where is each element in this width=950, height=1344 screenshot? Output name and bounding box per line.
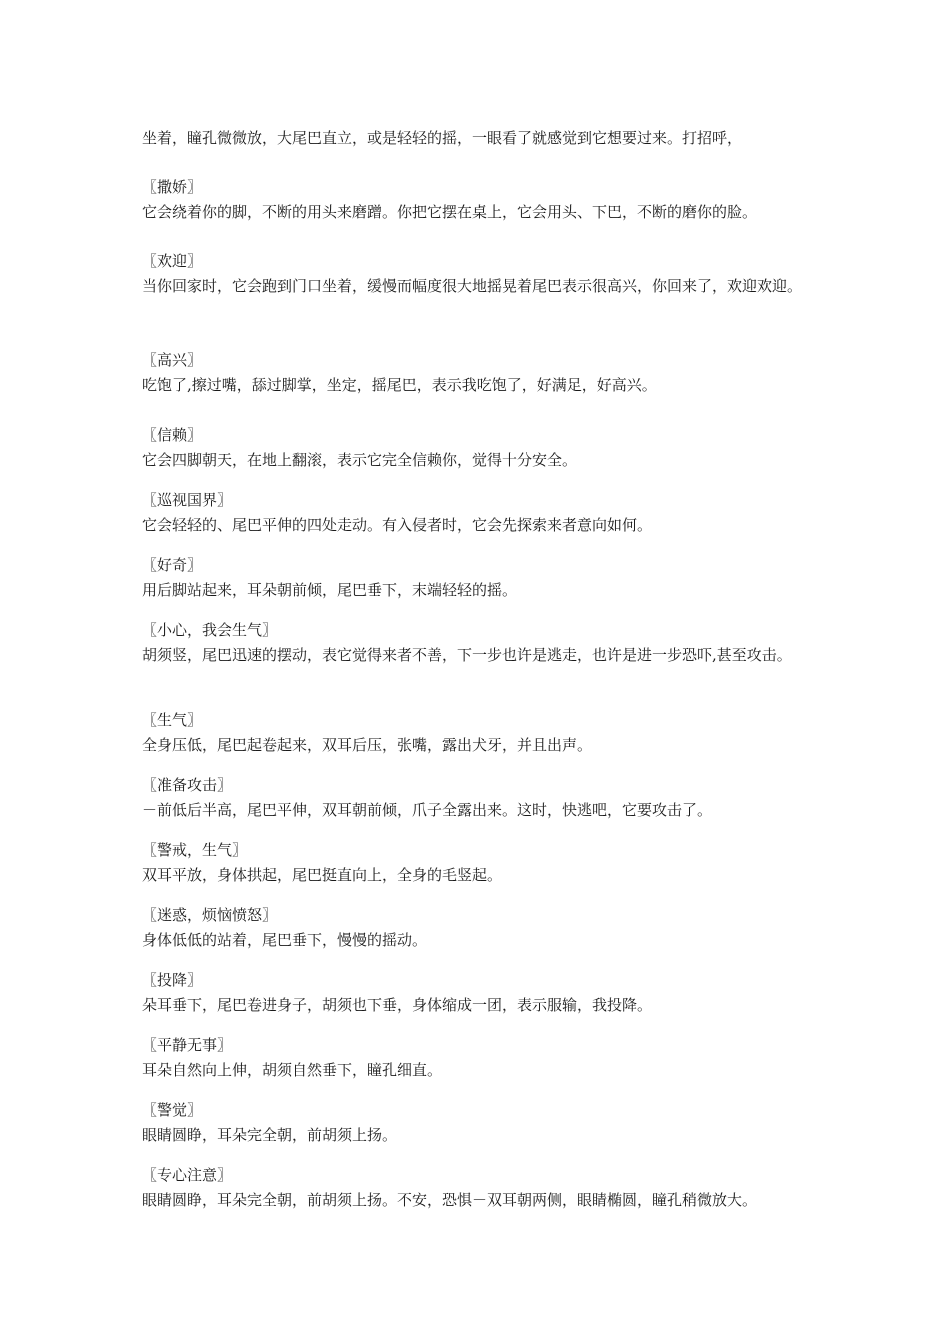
section-heading: 〖高兴〗 [142, 351, 203, 369]
section-body: 耳朵自然向上伸，胡须自然垂下，瞳孔细直。 [142, 1061, 443, 1079]
section-heading: 〖撒娇〗 [142, 178, 203, 196]
section-body: 当你回家时，它会跑到门口坐着，缓慢而幅度很大地摇晃着尾巴表示很高兴，你回来了，欢迎欢迎。 [142, 277, 803, 295]
section-heading: 〖巡视国界〗 [142, 491, 233, 509]
section-body: 它会四脚朝天，在地上翻滚，表示它完全信赖你，觉得十分安全。 [142, 451, 578, 469]
section-body: 眼睛圆睁，耳朵完全朝，前胡须上扬。 [142, 1126, 398, 1144]
section-body: 用后脚站起来，耳朵朝前倾，尾巴垂下，末端轻轻的摇。 [142, 581, 518, 599]
section-body: 它会绕着你的脚，不断的用头来磨蹭。你把它摆在桌上，它会用头、下巴，不断的磨你的脸。 [142, 203, 758, 221]
section-body: 胡须竖，尾巴迅速的摆动，表它觉得来者不善，下一步也许是逃走，也许是进一步恐吓,甚至攻击。 [142, 646, 792, 664]
section-body: 全身压低，尾巴起卷起来，双耳后压，张嘴，露出犬牙，并且出声。 [142, 736, 593, 754]
section-heading: 〖欢迎〗 [142, 252, 203, 270]
section-heading: 〖投降〗 [142, 971, 203, 989]
section-body: 它会轻轻的、尾巴平伸的四处走动。有入侵者时，它会先探索来者意向如何。 [142, 516, 653, 534]
section-heading: 〖警戒，生气〗 [142, 841, 248, 859]
section-heading: 〖平静无事〗 [142, 1036, 233, 1054]
section-heading: 〖生气〗 [142, 711, 203, 729]
section-body: 眼睛圆睁，耳朵完全朝，前胡须上扬。不安，恐惧－双耳朝两侧，眼睛椭圆，瞳孔稍微放大。 [142, 1191, 758, 1209]
section-heading: 〖好奇〗 [142, 556, 203, 574]
section-body: 双耳平放，身体拱起，尾巴挺直向上，全身的毛竖起。 [142, 866, 503, 884]
section-body: －前低后半高，尾巴平伸，双耳朝前倾，爪子全露出来。这时，快逃吧，它要攻击了。 [142, 801, 713, 819]
section-heading: 〖警觉〗 [142, 1101, 203, 1119]
section-heading: 〖专心注意〗 [142, 1166, 233, 1184]
section-heading: 〖小心，我会生气〗 [142, 621, 278, 639]
section-body: 身体低低的站着，尾巴垂下，慢慢的摇动。 [142, 931, 428, 949]
section-heading: 〖准备攻击〗 [142, 776, 233, 794]
section-body: 吃饱了,擦过嘴，舔过脚掌，坐定，摇尾巴，表示我吃饱了，好满足，好高兴。 [142, 376, 657, 394]
section-heading: 〖迷惑，烦恼愤怒〗 [142, 906, 278, 924]
section-body: 朵耳垂下，尾巴卷进身子，胡须也下垂，身体缩成一团，表示服输，我投降。 [142, 996, 653, 1014]
section-heading: 〖信赖〗 [142, 426, 203, 444]
intro-paragraph: 坐着，瞳孔微微放，大尾巴直立，或是轻轻的摇，一眼看了就感觉到它想要过来。打招呼， [142, 129, 743, 147]
